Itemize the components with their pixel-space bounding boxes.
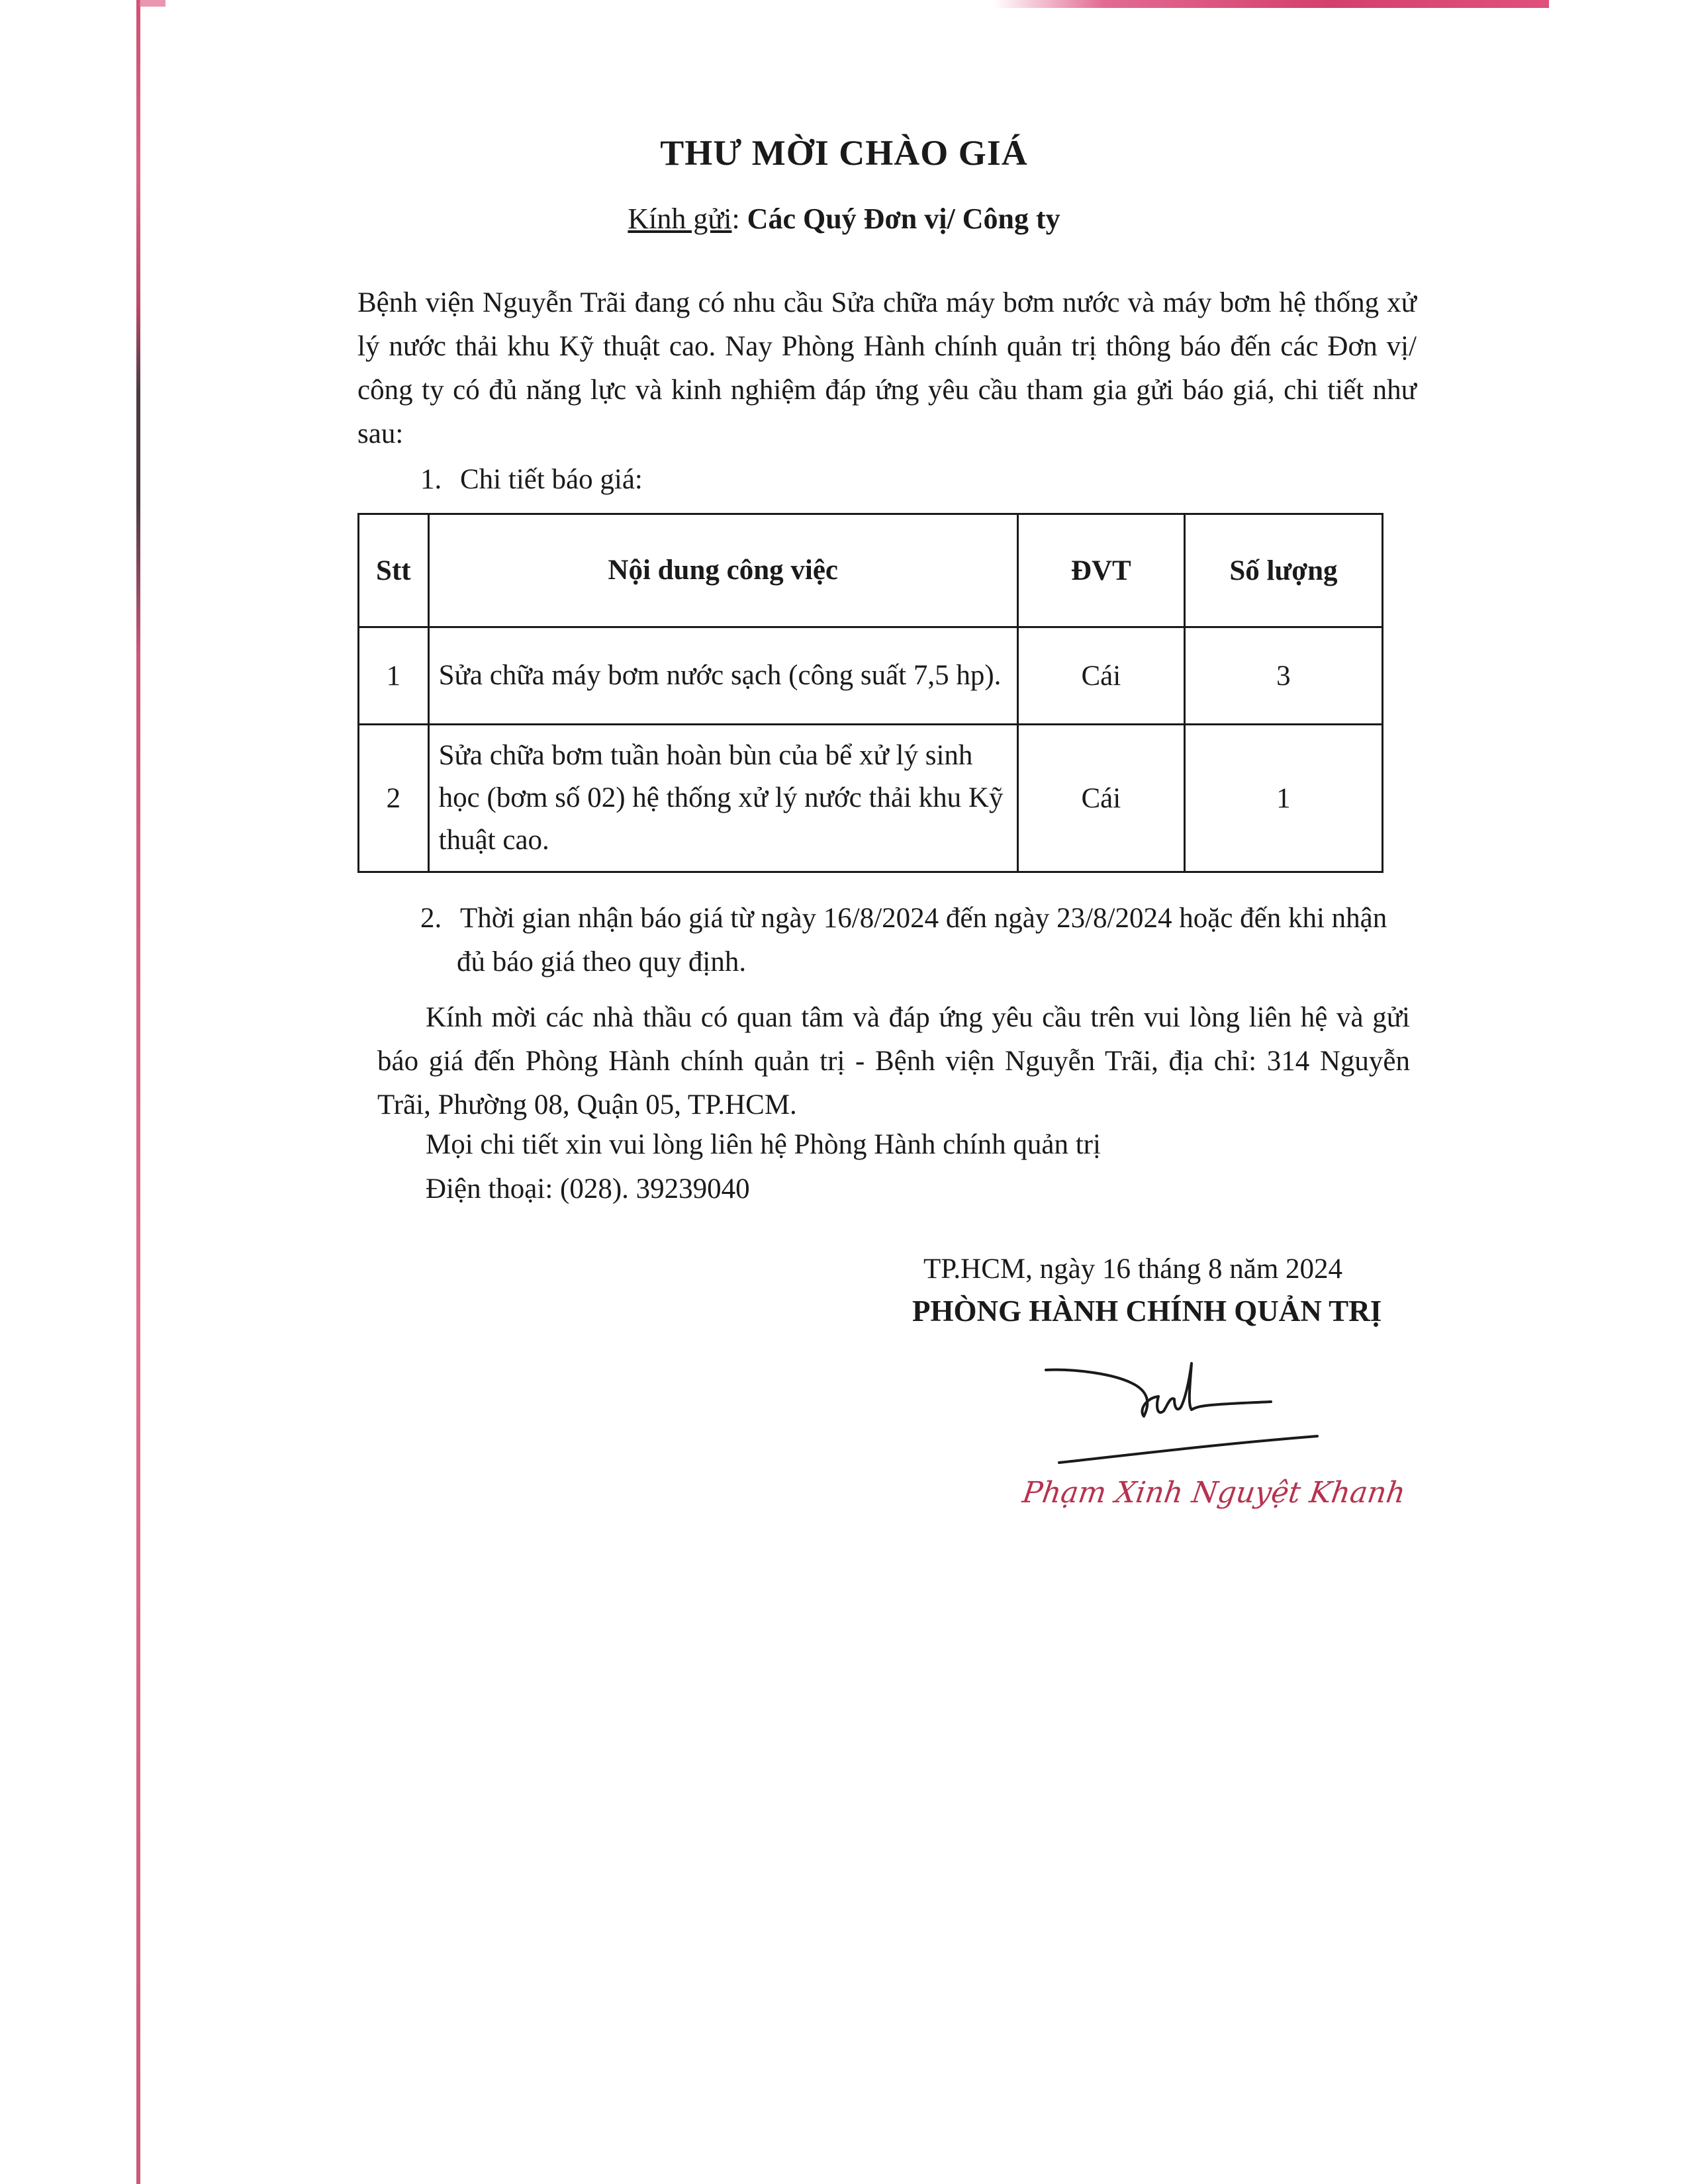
greeting-colon: : <box>731 203 747 235</box>
header-unit: ĐVT <box>1017 514 1184 627</box>
section-1-label: Chi tiết báo giá: <box>460 464 643 495</box>
table-header-row <box>359 514 1383 627</box>
cell-qty: 3 <box>1184 627 1382 725</box>
section-2-line1 <box>420 897 1420 940</box>
invitation-paragraph: Kính mời các nhà thầu có quan tâm và đáp ứng yêu cầu trên vui lòng liên hệ và gửi báo giá đến Phòng Hành chính quản trị - Bệnh viện Nguyễn Trãi, địa chỉ: 314 Nguyễn Trãi, Phường 08, Quận 05, TP.HCM. <box>377 1002 1410 1120</box>
header-qty: Số lượng <box>1184 514 1382 627</box>
document-title: THƯ MỜI CHÀO GIÁ <box>660 133 1028 173</box>
cell-content: Sửa chữa bơm tuần hoàn bùn của bể xử lý sinh học (bơm số 02) hệ thống xử lý nước thải khu Kỹ thuật cao. <box>428 725 1017 872</box>
intro-paragraph: Bệnh viện Nguyễn Trãi đang có nhu cầu Sửa chữa máy bơm nước và máy bơm hệ thống xử lý nước thải khu Kỹ thuật cao. Nay Phòng Hành chính quản trị thông báo đến các Đơn vị/ công ty có đủ năng lực và kinh nghiệm đáp ứng yêu cầu tham gia gửi báo giá, chi tiết như sau: <box>357 287 1417 449</box>
scan-edge-left <box>136 0 140 2184</box>
signer-name: Phạm Xinh Nguyệt Khanh <box>1020 1476 1408 1510</box>
scan-edge-top-left <box>139 0 165 7</box>
cell-content: Sửa chữa máy bơm nước sạch (công suất 7,5 hp). <box>428 627 1017 725</box>
section-2-number: 2. <box>420 903 442 934</box>
place-date: TP.HCM, ngày 16 tháng 8 năm 2024 <box>923 1253 1343 1285</box>
section-2 <box>420 897 1420 984</box>
greeting <box>0 202 1688 236</box>
section-2-text1: Thời gian nhận báo giá từ ngày 16/8/2024 đến ngày 23/8/2024 hoặc đến khi nhận <box>460 903 1387 934</box>
scan-edge-top <box>993 0 1549 8</box>
header-stt: Stt <box>359 514 429 627</box>
handwritten-signature <box>1033 1343 1324 1476</box>
cell-qty: 1 <box>1184 725 1382 872</box>
cell-stt: 1 <box>359 627 429 725</box>
greeting-label: Kính gửi <box>628 203 732 235</box>
cell-stt: 2 <box>359 725 429 872</box>
table-row <box>359 725 1383 872</box>
header-content: Nội dung công việc <box>428 514 1017 627</box>
section-1-heading <box>420 463 643 496</box>
greeting-recipient: Các Quý Đơn vị/ Công ty <box>747 203 1060 235</box>
section-1-number: 1. <box>420 464 442 495</box>
cell-unit: Cái <box>1017 725 1184 872</box>
department-name: PHÒNG HÀNH CHÍNH QUẢN TRỊ <box>912 1295 1382 1328</box>
table-row <box>359 627 1383 725</box>
section-2-line2: đủ báo giá theo quy định. <box>457 946 747 978</box>
cell-unit: Cái <box>1017 627 1184 725</box>
contact-line: Mọi chi tiết xin vui lòng liên hệ Phòng Hành chính quản trị <box>426 1129 1101 1160</box>
quote-table <box>357 513 1383 873</box>
phone-line: Điện thoại: (028). 39239040 <box>426 1173 750 1205</box>
